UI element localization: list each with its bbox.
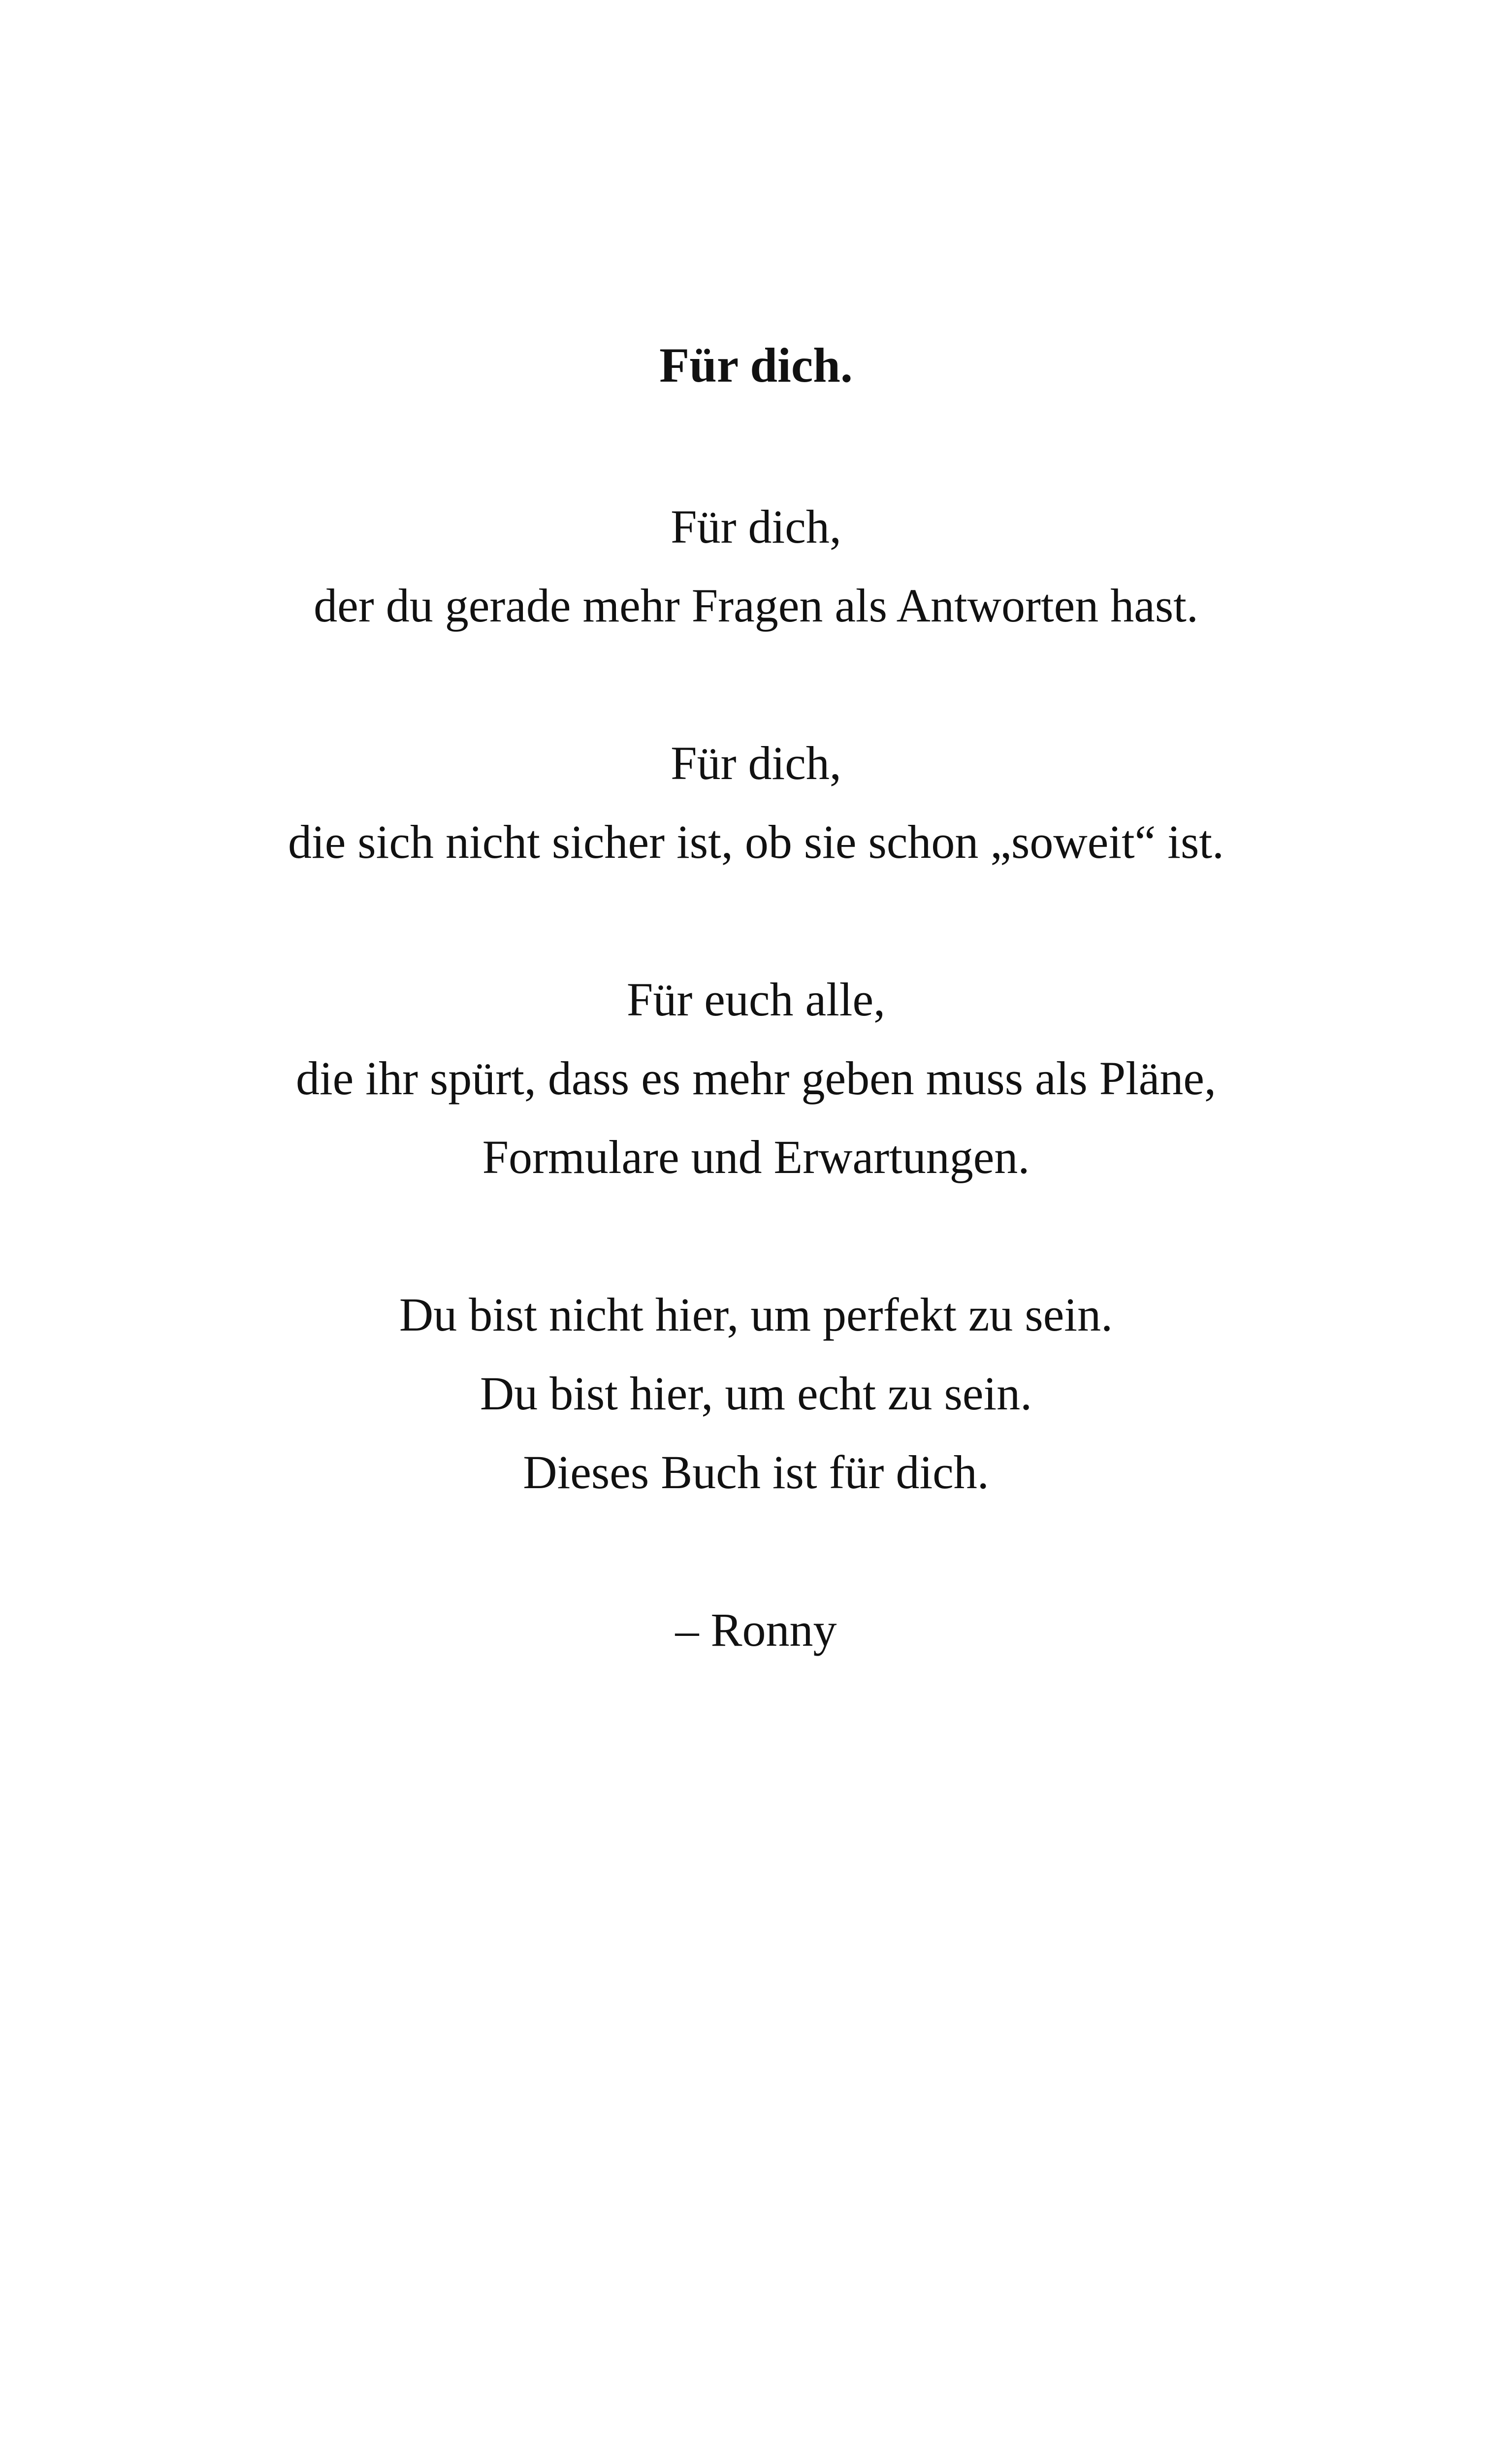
stanza-line: Du bist nicht hier, um perfekt zu sein.: [399, 1288, 1113, 1341]
signature-line: – Ronny: [675, 1603, 837, 1656]
stanza-4: [0, 1275, 1512, 1512]
stanza-line: die sich nicht sicher ist, ob sie schon „soweit“ ist.: [288, 815, 1224, 868]
stanza-line: Für dich,: [671, 500, 841, 553]
signature: [0, 1591, 1512, 1669]
stanza-line: Du bist hier, um echt zu sein.: [480, 1367, 1032, 1420]
stanza-line: der du gerade mehr Fragen als Antworten hast.: [314, 579, 1198, 632]
stanza-3: [0, 960, 1512, 1197]
stanza-line: die ihr spürt, dass es mehr geben muss als Pläne,: [296, 1052, 1216, 1105]
stanza-1: [0, 488, 1512, 645]
stanza-line: Formulare und Erwartungen.: [482, 1131, 1030, 1183]
stanza-line: Dieses Buch ist für dich.: [523, 1446, 989, 1498]
stanza-line: Für euch alle,: [626, 973, 886, 1026]
stanza-line: Für dich,: [671, 737, 841, 789]
dedication-title: Für dich.: [659, 338, 853, 392]
stanza-2: [0, 724, 1512, 881]
